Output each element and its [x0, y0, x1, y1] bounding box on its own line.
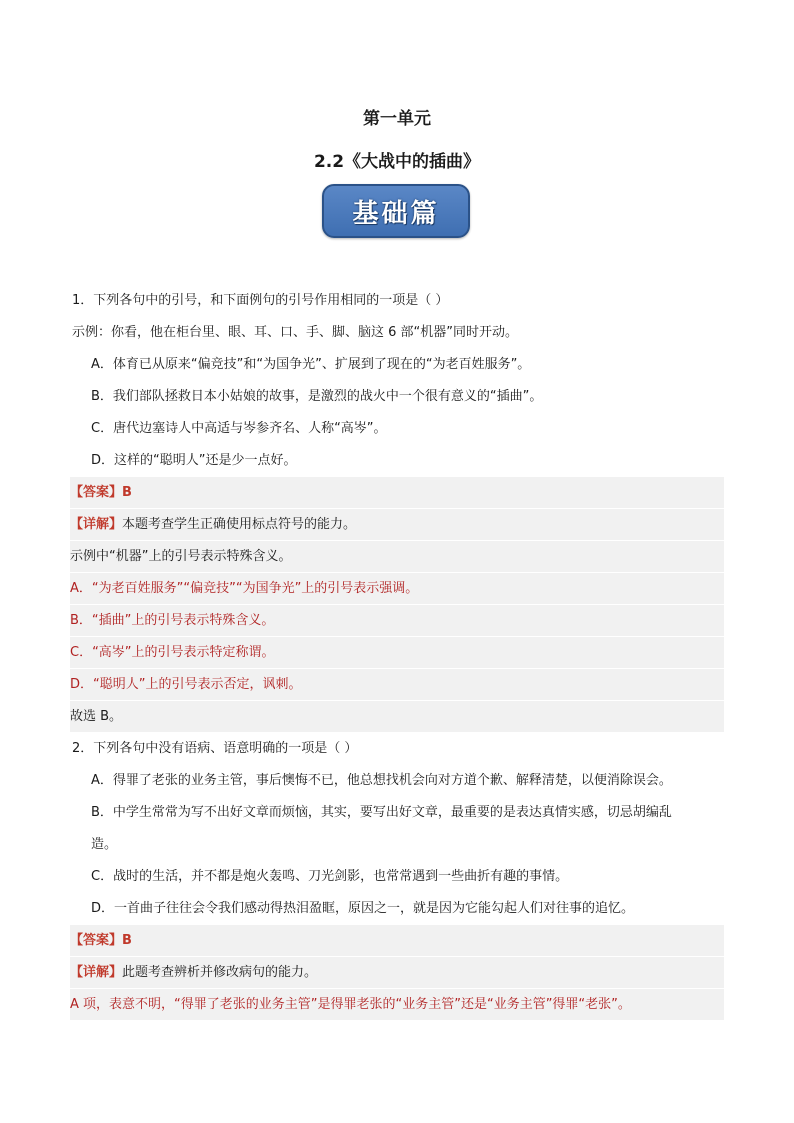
- question-1-detail: [70, 509, 724, 541]
- question-1-analysis-b: B．“插曲”上的引号表示特殊含义。: [70, 605, 724, 637]
- question-1-analysis-d: D．“聪明人”上的引号表示否定，讽刺。: [70, 669, 724, 701]
- answer-tag: 【答案】: [70, 485, 123, 500]
- question-1-explain: 示例中“机器”上的引号表示特殊含义。: [70, 541, 724, 573]
- section-badge: [322, 184, 470, 238]
- question-1-answer: [70, 477, 724, 509]
- question-2-detail: [70, 957, 724, 989]
- question-2-option-d: D．一首曲子往往会令我们感动得热泪盈眶，原因之一，就是因为它能勾起人们对往事的追忆。: [91, 901, 635, 916]
- lesson-title: 2.2《大战中的插曲》: [313, 152, 481, 172]
- question-2-option-b-continued: 造。: [91, 837, 118, 852]
- question-1-option-a: A．体育已从原来“偏竞技”和“为国争光”、扩展到了现在的“为老百姓服务”。: [91, 357, 531, 372]
- detail-tag: 【详解】: [70, 965, 123, 980]
- answer-value: B: [122, 933, 132, 948]
- question-1-example: 示例：你看，他在柜台里、眼、耳、口、手、脚、脑这 6 部“机器”同时开动。: [72, 325, 519, 340]
- question-1-option-c: C．唐代边塞诗人中高适与岑参齐名、人称“高岑”。: [91, 421, 387, 436]
- detail-text: 此题考查辨析并修改病句的能力。: [122, 965, 318, 980]
- question-1-analysis-c: C．“高岑”上的引号表示特定称谓。: [70, 637, 724, 669]
- question-1-stem: 1．下列各句中的引号，和下面例句的引号作用相同的一项是（ ）: [72, 293, 449, 308]
- detail-tag: 【详解】: [70, 517, 123, 532]
- detail-text: 本题考查学生正确使用标点符号的能力。: [122, 517, 357, 532]
- question-1-analysis-a: A．“为老百姓服务”“偏竞技”“为国争光”上的引号表示强调。: [70, 573, 724, 605]
- answer-value: B: [122, 485, 132, 500]
- question-2-stem: 2．下列各句中没有语病、语意明确的一项是（ ）: [72, 741, 358, 756]
- question-2-option-a: A．得罪了老张的业务主管，事后懊悔不已，他总想找机会向对方道个歉、解释清楚，以便消除误会。: [91, 773, 672, 788]
- question-2-option-b: B．中学生常常为写不出好文章而烦恼，其实，要写出好文章，最重要的是表达真情实感，切忌胡编乱: [91, 805, 672, 820]
- question-content: [70, 285, 724, 1021]
- question-1-option-b: B．我们部队拯救日本小姑娘的故事，是激烈的战火中一个很有意义的“插曲”。: [91, 389, 543, 404]
- question-2-option-c: C．战时的生活，并不都是炮火轰鸣、刀光剑影，也常常遇到一些曲折有趣的事情。: [91, 869, 569, 884]
- question-1-conclusion: 故选 B。: [70, 701, 724, 733]
- question-1-option-d: D．这样的“聪明人”还是少一点好。: [91, 453, 297, 468]
- answer-tag: 【答案】: [70, 933, 123, 948]
- section-badge-label: 基础篇: [352, 198, 440, 229]
- question-2-analysis-a: A 项，表意不明，“得罪了老张的业务主管”是得罪老张的“业务主管”还是“业务主管”得罪“老张”。: [70, 989, 724, 1021]
- unit-title: 第一单元: [363, 109, 431, 129]
- question-2-answer: [70, 925, 724, 957]
